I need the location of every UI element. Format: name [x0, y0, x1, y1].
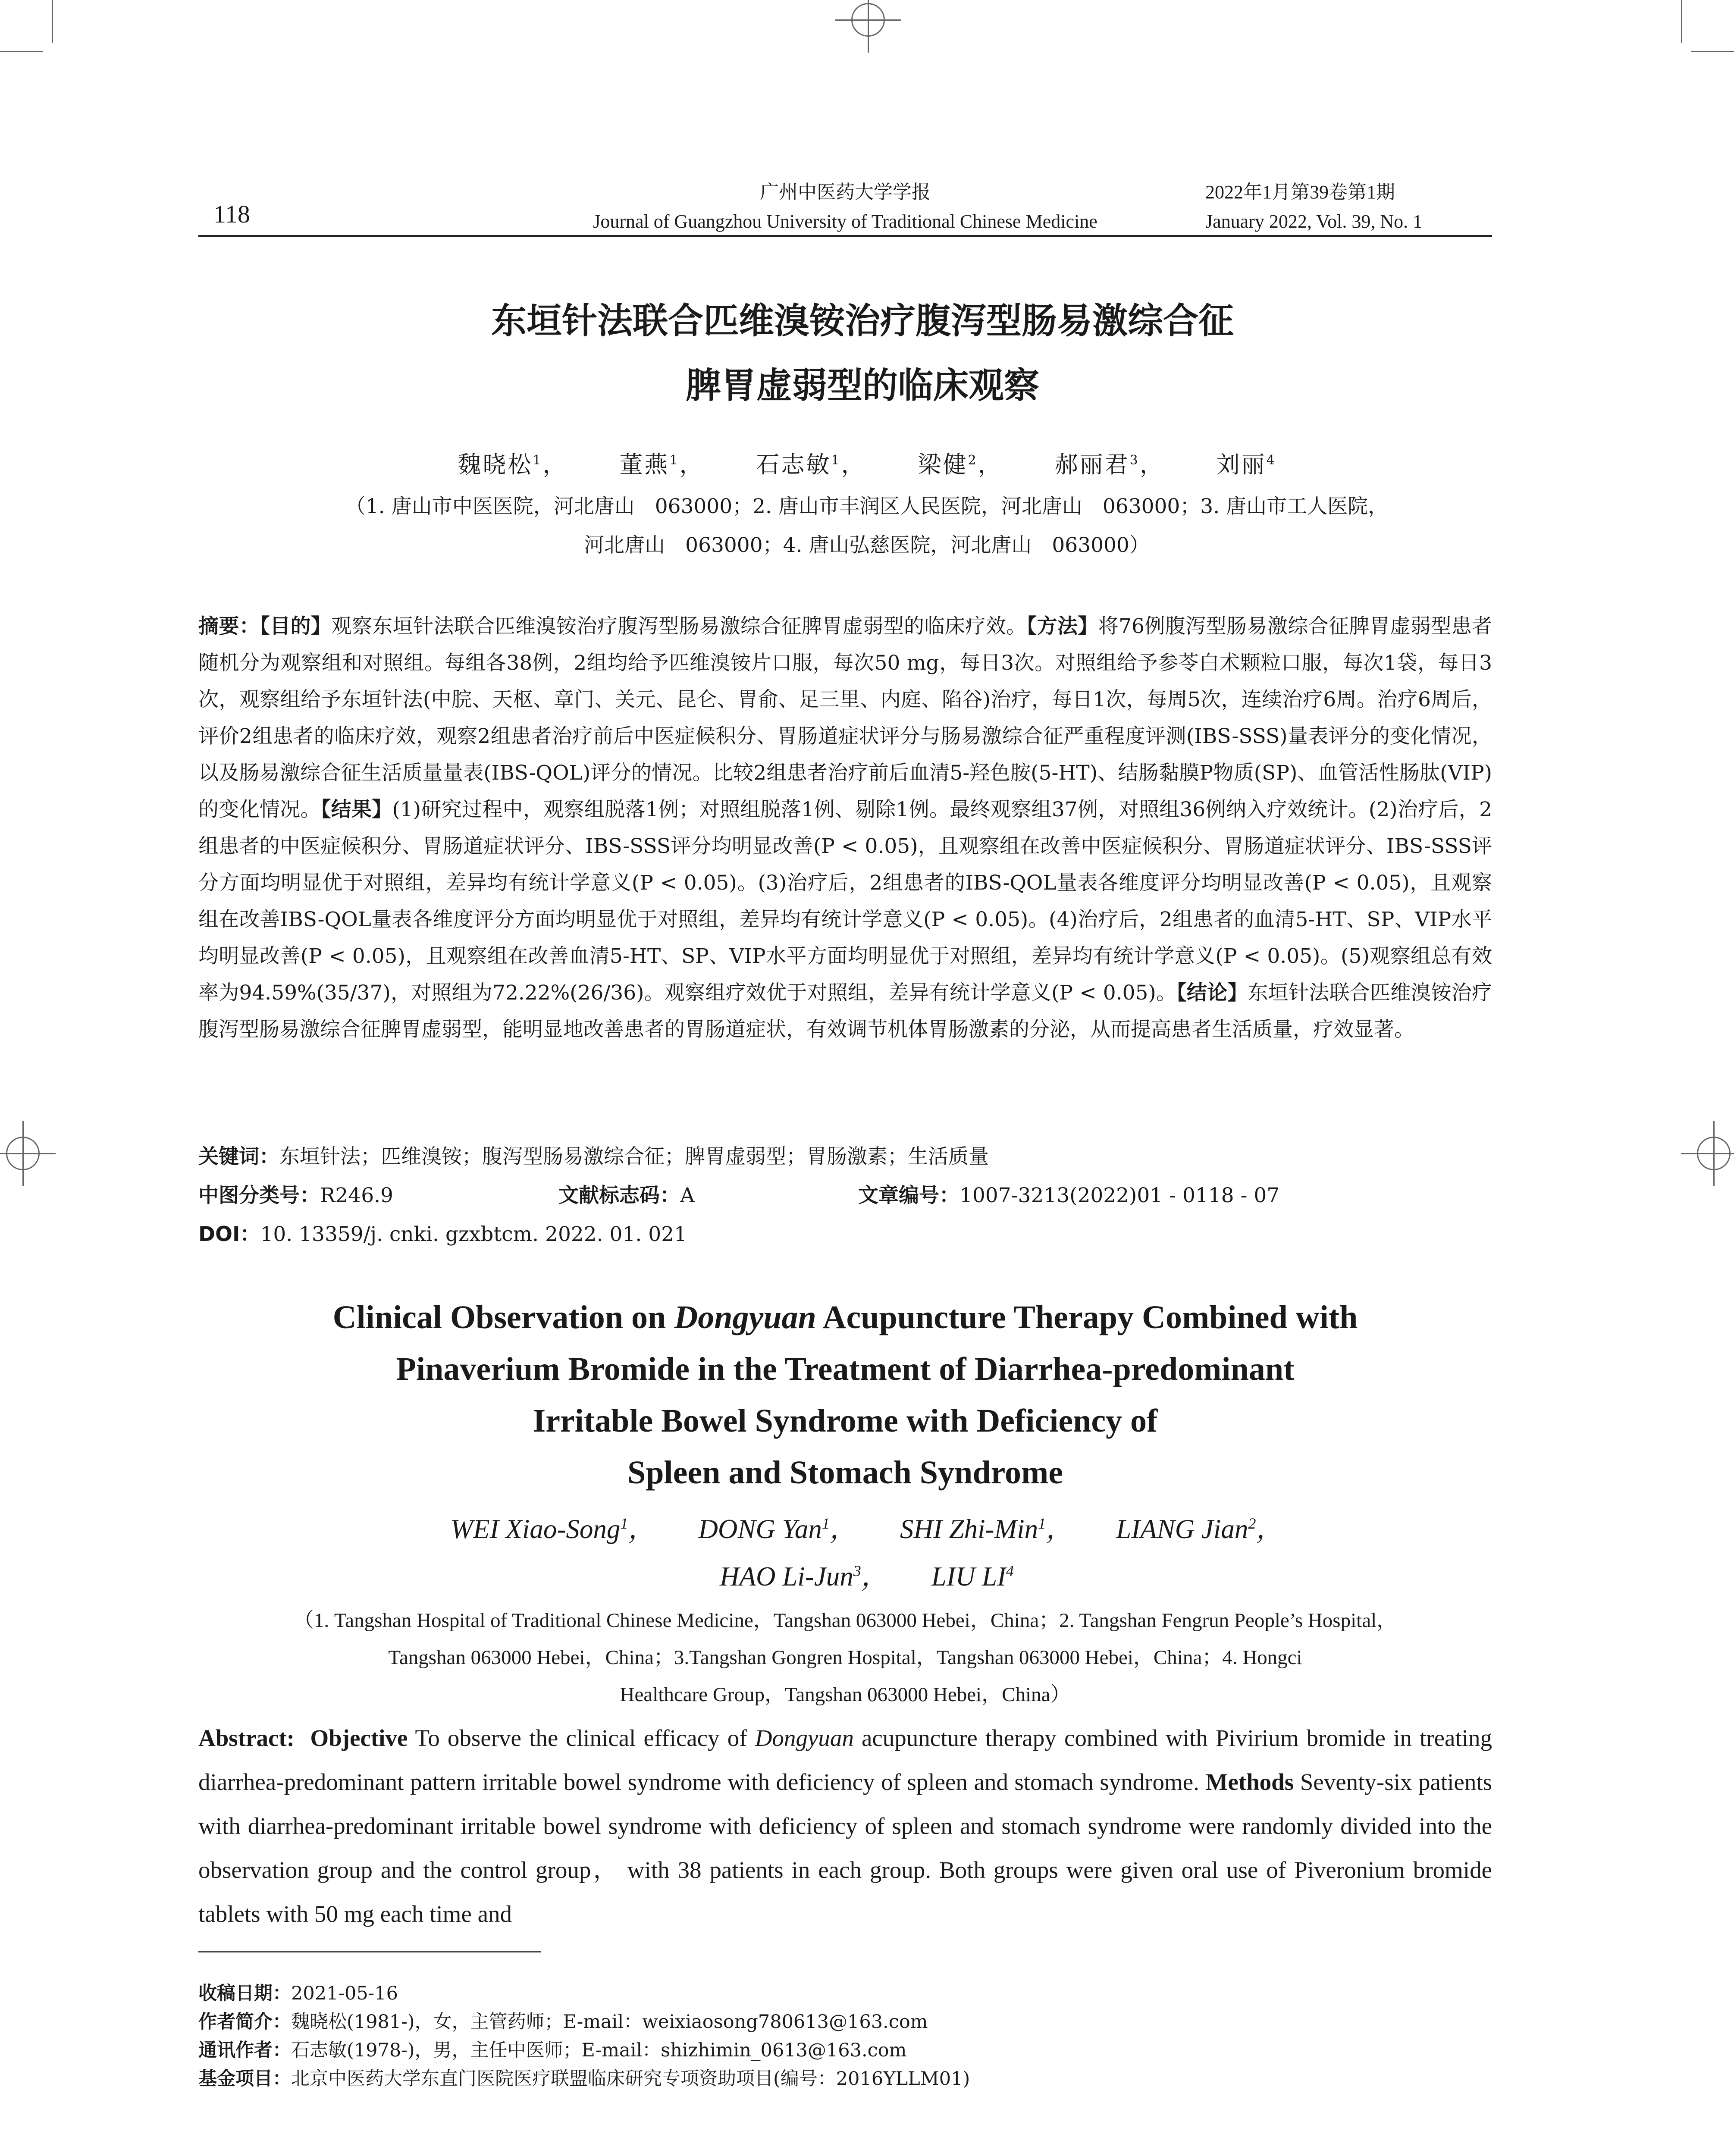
objective-text: 观察东垣针法联合匹维溴铵治疗腹泻型肠易激综合征脾胃虚弱型的临床疗效。	[331, 614, 1027, 638]
author-separator: ，	[841, 451, 866, 478]
corresponding-author	[198, 2036, 1492, 2065]
clc-label: 中图分类号：	[198, 1184, 320, 1207]
crop-mark	[52, 0, 53, 43]
footnote-label: 作者简介：	[198, 2011, 291, 2033]
title-en-text: Acupuncture Therapy Combined with	[816, 1299, 1358, 1335]
doi-row	[198, 1218, 1492, 1247]
crop-mark	[1681, 0, 1682, 43]
abstract-cn	[198, 608, 1492, 1048]
author-separator: ，	[679, 451, 705, 478]
affiliation-index: 1	[533, 453, 543, 468]
author-name-text: WEI Xiao-Song	[450, 1514, 621, 1544]
affiliation-line: Healthcare Group，Tangshan 063000 Hebei，China）	[620, 1683, 1071, 1706]
author-name-text: SHI Zhi-Min	[900, 1514, 1038, 1544]
objective-italic: Dongyuan	[755, 1725, 854, 1751]
affiliation-index: 2	[968, 453, 978, 468]
title-en-text: Clinical Observation on	[332, 1299, 674, 1335]
author-name	[1116, 1514, 1283, 1544]
author-name	[451, 1514, 655, 1544]
author-list-cn	[0, 446, 1734, 479]
author-name	[698, 1514, 857, 1544]
author-name-text: 郝丽君	[1054, 451, 1130, 478]
author-separator: ，	[542, 451, 568, 478]
article-number-field	[858, 1179, 1279, 1208]
author-name-text: 刘丽	[1216, 451, 1267, 478]
registration-mark	[851, 3, 885, 37]
footnote-value: 北京中医药大学东直门医院医疗联盟临床研究专项资助项目(编号：2016YLLM01)	[291, 2068, 970, 2090]
author-name-text: 石志敏	[756, 451, 831, 478]
author-separator: ，	[1046, 1514, 1073, 1544]
author-separator: ，	[978, 451, 1003, 478]
footnote-label: 收稿日期：	[198, 1983, 291, 2004]
journal-name-en: Journal of Guangzhou University of Traditional Chinese Medicine	[593, 211, 1097, 232]
author-name-text: DONG Yan	[698, 1514, 822, 1544]
footnote-rule	[198, 1951, 541, 1952]
journal-name	[561, 178, 1130, 236]
objective-text: acupuncture therapy combined with Pivirium bromide in treating diarrhea-predominant pattern irritable bowel syndrome with deficiency of spleen and stomach syndrome.	[198, 1725, 1493, 1795]
abstract-label: 摘要：	[198, 614, 260, 638]
methods-label: 【方法】	[1026, 614, 1098, 638]
author-name	[931, 1561, 1014, 1592]
crop-mark	[1691, 51, 1734, 52]
author-separator: ，	[1139, 451, 1165, 478]
objective-text: To observe the clinical efficacy of	[415, 1725, 755, 1751]
title-en-line: Irritable Bowel Syndrome with Deficiency of	[533, 1403, 1158, 1439]
affiliation-index: 1	[831, 453, 841, 468]
title-en-italic: Dongyuan	[674, 1299, 816, 1335]
author-line	[241, 1550, 1492, 1598]
title-cn-line: 东垣针法联合匹维溴铵治疗腹泻型肠易激综合征	[491, 301, 1234, 342]
author-bio	[198, 2008, 1492, 2036]
results-label: 【结果】	[320, 798, 392, 821]
clc-value: R246.9	[320, 1184, 393, 1207]
footnote-label: 通讯作者：	[198, 2040, 291, 2061]
issue-info-cn: 2022年1月第39卷第1期	[1205, 182, 1395, 203]
author-name	[918, 451, 1003, 478]
author-separator: ，	[628, 1514, 655, 1544]
author-separator: ，	[829, 1514, 857, 1544]
author-line	[241, 1503, 1492, 1550]
affiliations-cn	[241, 487, 1492, 565]
author-name	[1217, 451, 1276, 478]
article-number-label: 文章编号：	[858, 1184, 960, 1207]
footnotes	[198, 1979, 1492, 2093]
registration-mark	[6, 1137, 40, 1170]
author-name-text: LIANG Jian	[1116, 1514, 1248, 1544]
affiliation-line: （1. 唐山市中医医院，河北唐山 063000；2. 唐山市丰润区人民医院，河北唐山 063000；3. 唐山市工人医院，	[345, 495, 1389, 518]
affiliations-en	[198, 1602, 1492, 1713]
doi-value: 10. 13359/j. cnki. gzxbtcm. 2022. 01. 021	[260, 1222, 687, 1246]
author-name	[756, 451, 866, 478]
author-name-text: LIU LI	[931, 1561, 1006, 1592]
author-name-text: 梁健	[918, 451, 968, 478]
footnote-label: 基金项目：	[198, 2068, 291, 2090]
affiliation-line: （1. Tangshan Hospital of Traditional Chinese Medicine，Tangshan 063000 Hebei，China；2. Tangshan Fengrun People’s Hospital，	[293, 1609, 1397, 1632]
conclusion-text: 东垣针法联合匹维溴铵治疗腹泻型肠易激综合征脾胃虚弱型，能明显地改善患者的胃肠道症状，有效调节机体胃肠激素的分泌，从而提高患者生活质量，疗效显著。	[198, 981, 1492, 1041]
methods-text: Seventy-six patients with diarrhea-predominant irritable bowel syndrome with deficiency of spleen and stomach syndrome were randomly divided into the observation group and the control group， with 38 patients in each group. Both groups were given oral use of Piveronium bromide tablets with 50 mg each time and	[198, 1769, 1493, 1927]
registration-mark	[1697, 1137, 1731, 1170]
affiliation-line: Tangshan 063000 Hebei，China；3.Tangshan Gongren Hospital，Tangshan 063000 Hebei，China；4. Hongci	[388, 1646, 1302, 1669]
page-number: 118	[213, 200, 250, 228]
affiliation-index: 3	[1129, 453, 1140, 468]
author-name-text: 魏晓松	[458, 451, 533, 478]
article-title-en	[198, 1291, 1492, 1498]
affiliation-index: 2	[1248, 1515, 1256, 1532]
author-separator: ，	[1256, 1514, 1283, 1544]
author-separator: ，	[861, 1561, 888, 1592]
keywords-cn	[198, 1141, 1492, 1169]
keywords-label: 关键词：	[198, 1145, 279, 1169]
author-name	[458, 451, 568, 478]
methods-label: Methods	[1205, 1769, 1294, 1795]
journal-name-cn: 广州中医药大学学报	[760, 182, 931, 203]
title-en-line: Pinaverium Bromide in the Treatment of Diarrhea-predominant	[396, 1351, 1295, 1387]
affiliation-line: 河北唐山 063000；4. 唐山弘慈医院，河北唐山 063000）	[584, 533, 1150, 557]
author-name	[619, 451, 704, 478]
title-en-line: Spleen and Stomach Syndrome	[627, 1454, 1063, 1491]
affiliation-index: 3	[853, 1562, 861, 1579]
article-title-cn	[216, 289, 1509, 418]
conclusion-label: 【结论】	[1176, 981, 1248, 1005]
clc-field	[198, 1179, 393, 1208]
abstract-en	[198, 1716, 1492, 1936]
issue-info	[1205, 178, 1422, 236]
affiliation-index: 1	[822, 1515, 830, 1532]
issue-info-en: January 2022, Vol. 39, No. 1	[1205, 211, 1423, 232]
author-list-en	[241, 1503, 1492, 1598]
title-cn-line: 脾胃虚弱型的临床观察	[685, 365, 1039, 406]
doc-code-label: 文献标志码：	[558, 1184, 680, 1207]
affiliation-index: 4	[1006, 1562, 1014, 1579]
article-number-value: 1007-3213(2022)01 - 0118 - 07	[960, 1184, 1280, 1207]
footnote-value: 魏晓松(1981-)，女，主管药师；E-mail：weixiaosong780613@163.com	[291, 2011, 928, 2033]
title-en-line	[198, 1291, 1492, 1343]
footnote-value: 2021-05-16	[291, 1983, 398, 2004]
affiliation-index: 4	[1266, 453, 1276, 468]
author-name	[900, 1514, 1073, 1544]
objective-label: Objective	[310, 1725, 408, 1751]
abstract-label: Abstract:	[198, 1725, 295, 1751]
doc-code-value: A	[680, 1184, 695, 1207]
methods-text: 将76例腹泻型肠易激综合征脾胃虚弱型患者随机分为观察组和对照组。每组各38例，2组均给予匹维溴铵片口服，每次50 mg，每日3次。对照组给予参苓白术颗粒口服，每次1袋，每日3次，观察组给予东垣针法(中脘、天枢、章门、关元、昆仑、胃俞、足三里、内庭、陷谷)治疗，每日1次，每周5次，连续治疗6周。治疗6周后，评价2组患者的临床疗效，观察2组患者治疗前后中医症候积分、胃肠道症状评分与肠易激综合征严重程度评测(IBS-SSS)量表评分的变化情况，以及肠易激综合征生活质量量表(IBS-QOL)评分的情况。比较2组患者治疗前后血清5-羟色胺(5-HT)、结肠黏膜P物质(SP)、血管活性肠肽(VIP)的变化情况。	[198, 614, 1493, 821]
crop-mark	[0, 51, 43, 52]
objective-label: 【目的】	[260, 614, 332, 638]
affiliation-index: 1	[669, 453, 680, 468]
author-name	[1055, 451, 1165, 478]
received-date	[198, 1979, 1492, 2008]
author-name-text: 董燕	[619, 451, 670, 478]
author-name	[720, 1561, 888, 1592]
affiliation-index: 1	[620, 1515, 628, 1532]
header-rule	[198, 235, 1492, 237]
doc-code-field	[558, 1179, 695, 1208]
fund-project	[198, 2065, 1492, 2093]
doi-label: DOI：	[198, 1222, 260, 1246]
footnote-value: 石志敏(1978-)，男，主任中医师；E-mail：shizhimin_0613@163.com	[291, 2040, 907, 2061]
affiliation-index: 1	[1038, 1515, 1046, 1532]
author-name-text: HAO Li-Jun	[720, 1561, 853, 1592]
keywords-text: 东垣针法；匹维溴铵；腹泻型肠易激综合征；脾胃虚弱型；胃肠激素；生活质量	[279, 1145, 989, 1169]
results-text: (1)研究过程中，观察组脱落1例；对照组脱落1例、剔除1例。最终观察组37例，对照组36例纳入疗效统计。(2)治疗后，2组患者的中医症候积分、胃肠道症状评分、IBS-SSS评分均明显改善(P < 0.05)，且观察组在改善中医症候积分、胃肠道症状评分、IBS-SSS评分方面均明显优于对照组，差异均有统计学意义(P < 0.05)。(3)治疗后，2组患者的IBS-QOL量表各维度评分均明显改善(P < 0.05)，且观察组在改善IBS-QOL量表各维度评分方面均明显优于对照组，差异均有统计学意义(P < 0.05)。(4)治疗后，2组患者的血清5-HT、SP、VIP水平均明显改善(P < 0.05)，且观察组在改善血清5-HT、SP、VIP水平方面均明显优于对照组，差异均有统计学意义(P < 0.05)。(5)观察组总有效率为94.59%(35/37)，对照组为72.22%(26/36)。观察组疗效优于对照组，差异有统计学意义(P < 0.05)。	[198, 798, 1493, 1005]
